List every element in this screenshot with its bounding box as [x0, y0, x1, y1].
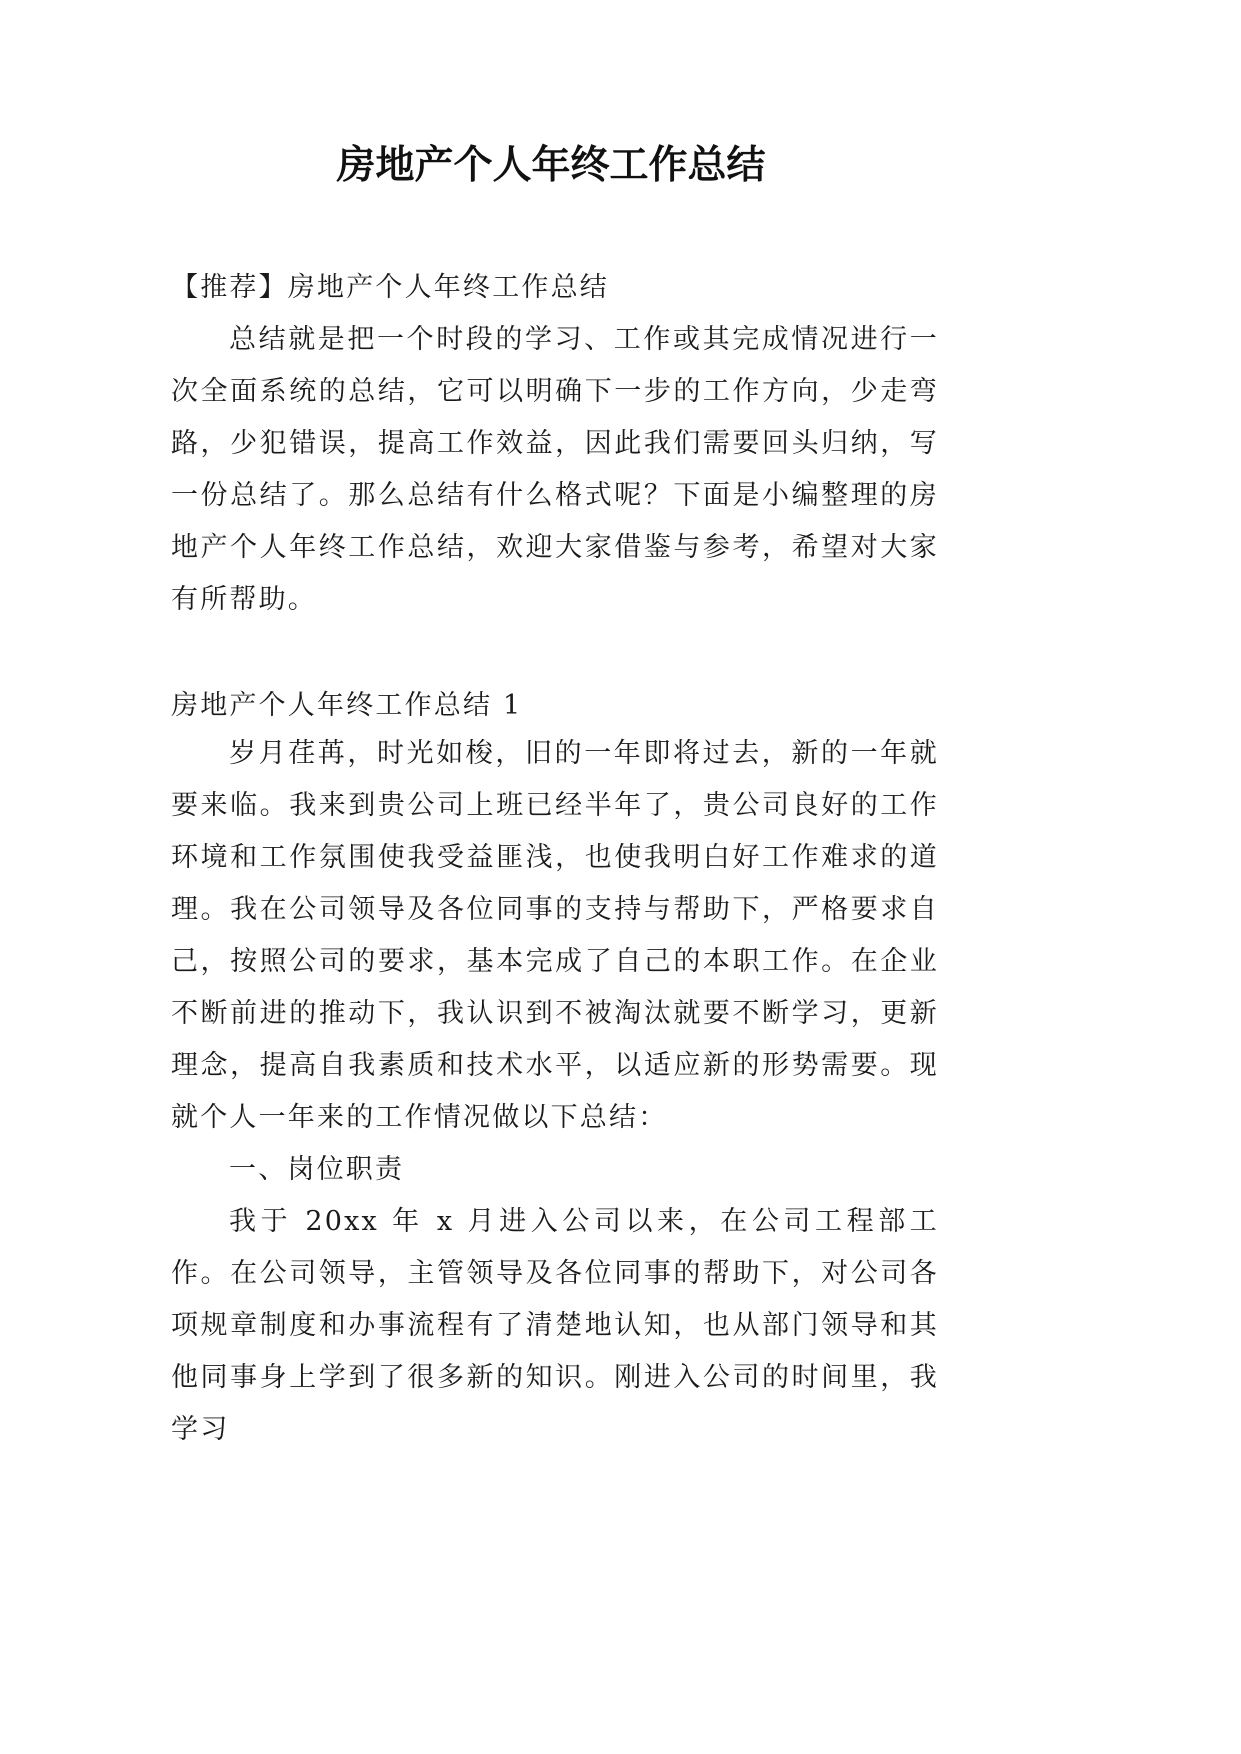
section-paragraph-2: 我于 20xx 年 x 月进入公司以来，在公司工程部工作。在公司领导，主管领导及各位同事的帮助下，对公司各项规章制度和办事流程有了清楚地认知，也从部门领导和其他同事身上学到了很多新的知识。刚进入公司的时间里，我学习 — [171, 1206, 939, 1445]
section-paragraph-1: 岁月荏苒，时光如梭，旧的一年即将过去，新的一年就要来临。我来到贵公司上班已经半年了，贵公司良好的工作环境和工作氛围使我受益匪浅，也使我明白好工作难求的道理。我在公司领导及各位同事的支持与帮助下，严格要求自己，按照公司的要求，基本完成了自己的本职工作。在企业不断前进的推动下，我认识到不被淘汰就要不断学习，更新理念，提高自我素质和技术水平，以适应新的形势需要。现就个人一年来的工作情况做以下总结： — [171, 738, 939, 1133]
recommend-line: 【推荐】房地产个人年终工作总结 — [171, 272, 609, 303]
document-title: 房地产个人年终工作总结 — [336, 143, 766, 188]
heading-job-duties: 一、岗位职责 — [229, 1154, 405, 1185]
intro-paragraph: 总结就是把一个时段的学习、工作或其完成情况进行一次全面系统的总结，它可以明确下一步的工作方向，少走弯路，少犯错误，提高工作效益，因此我们需要回头归纳，写一份总结了。那么总结有什么格式呢？下面是小编整理的房地产个人年终工作总结，欢迎大家借鉴与参考，希望对大家有所帮助。 — [171, 324, 939, 615]
section-title: 房地产个人年终工作总结 1 — [171, 690, 523, 721]
